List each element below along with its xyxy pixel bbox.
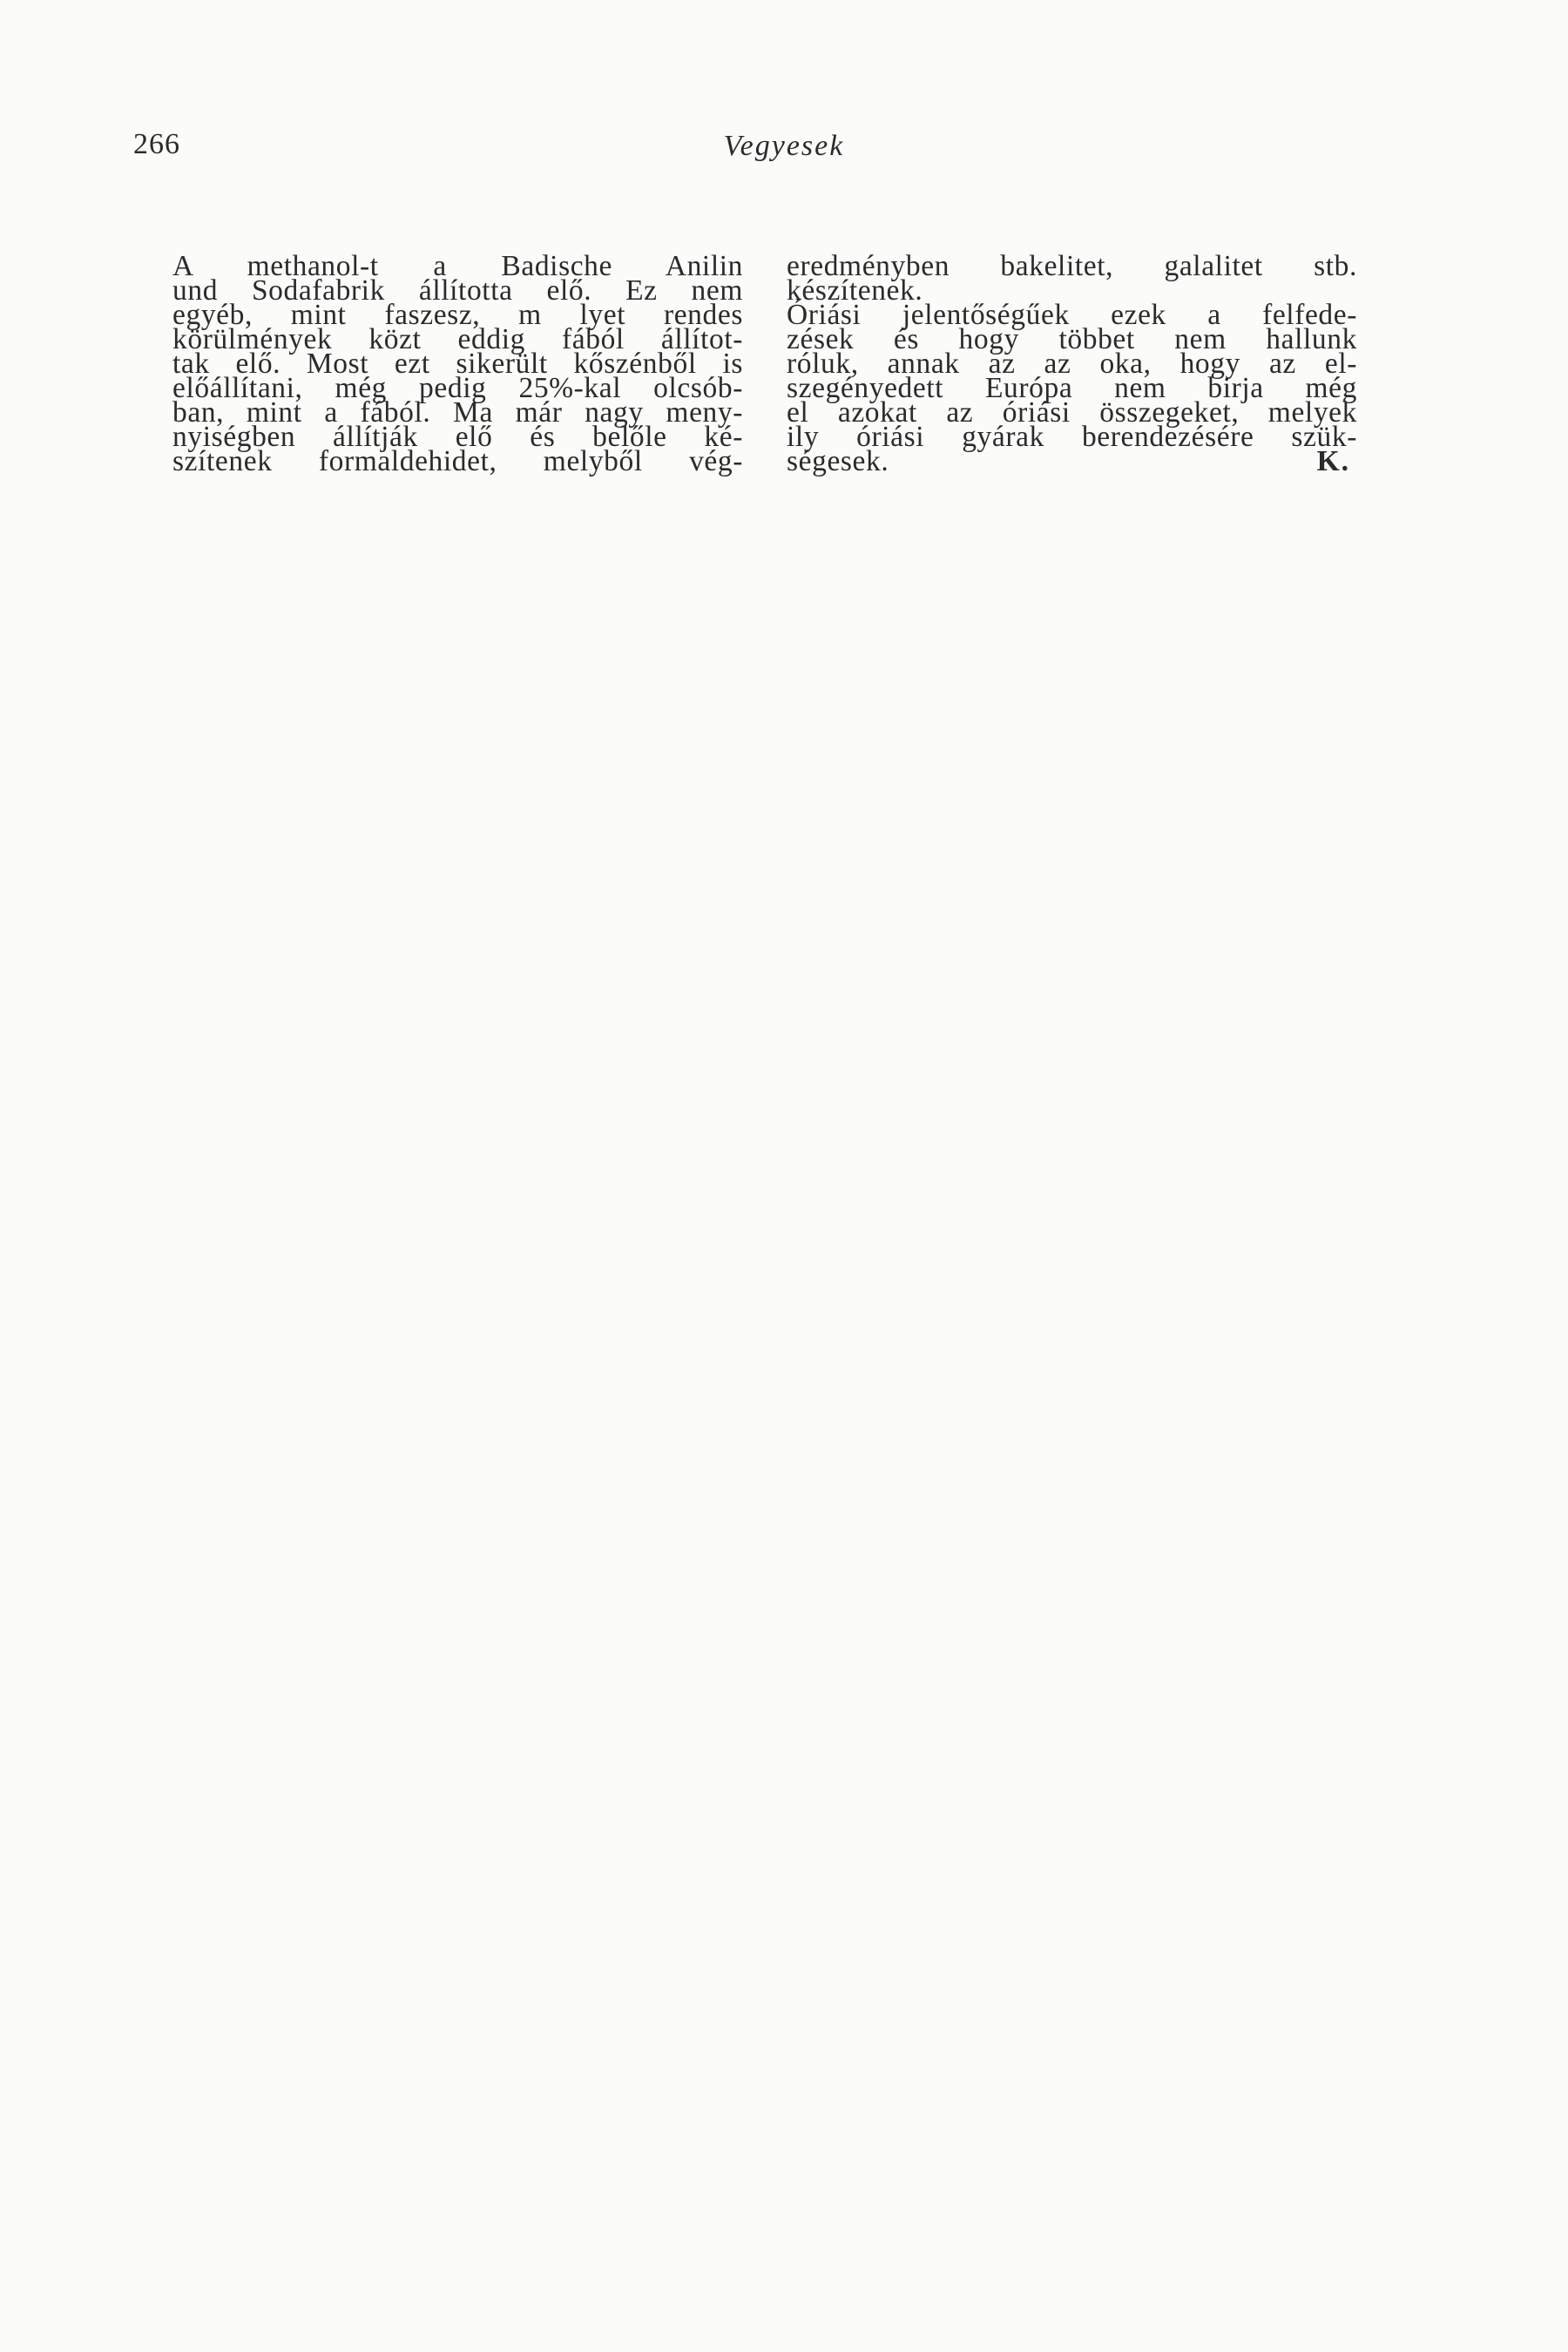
text-line: eredményben bakelitet, galalitet stb. <box>787 250 1357 282</box>
running-title: Vegyesek <box>723 130 845 162</box>
author-signature: K. <box>1316 445 1350 477</box>
text-line: und Sodafabrik állította elő. Ez nem <box>172 274 743 307</box>
text-line: Óriási jelentőségűek ezek a felfede- <box>787 299 1357 331</box>
right-column <box>787 250 1357 477</box>
text-line: egyéb, mint faszesz, m lyet rendes <box>172 299 743 331</box>
text-line: nyiségben állítják elő és belőle ké- <box>172 421 743 453</box>
text-line: ban, mint a fából. Ma már nagy meny- <box>172 396 743 429</box>
text-line: szítenek formaldehidet, melyből vég- <box>172 445 743 477</box>
text-line: tak elő. Most ezt sikerült kőszénből is <box>172 348 743 380</box>
text-line: róluk, annak az az oka, hogy az el- <box>787 348 1357 380</box>
left-column <box>172 250 743 477</box>
text-line: előállítani, még pedig 25%-kal olcsób- <box>172 372 743 404</box>
text-line: készítenek. <box>787 274 923 307</box>
text-line: körülmények közt eddig fából állítot- <box>172 323 743 355</box>
text-line: A methanol-t a Badische Anilin <box>172 250 743 282</box>
final-line <box>787 445 1357 477</box>
text-line: ily óriási gyárak berendezésére szük- <box>787 421 1357 453</box>
page-number: 266 <box>133 128 180 160</box>
text-line: szegényedett Európa nem birja még <box>787 372 1357 404</box>
text-line: zések és hogy többet nem hallunk <box>787 323 1357 355</box>
text-line: ségesek. <box>787 445 889 477</box>
text-line: el azokat az óriási összegeket, melyek <box>787 396 1357 429</box>
